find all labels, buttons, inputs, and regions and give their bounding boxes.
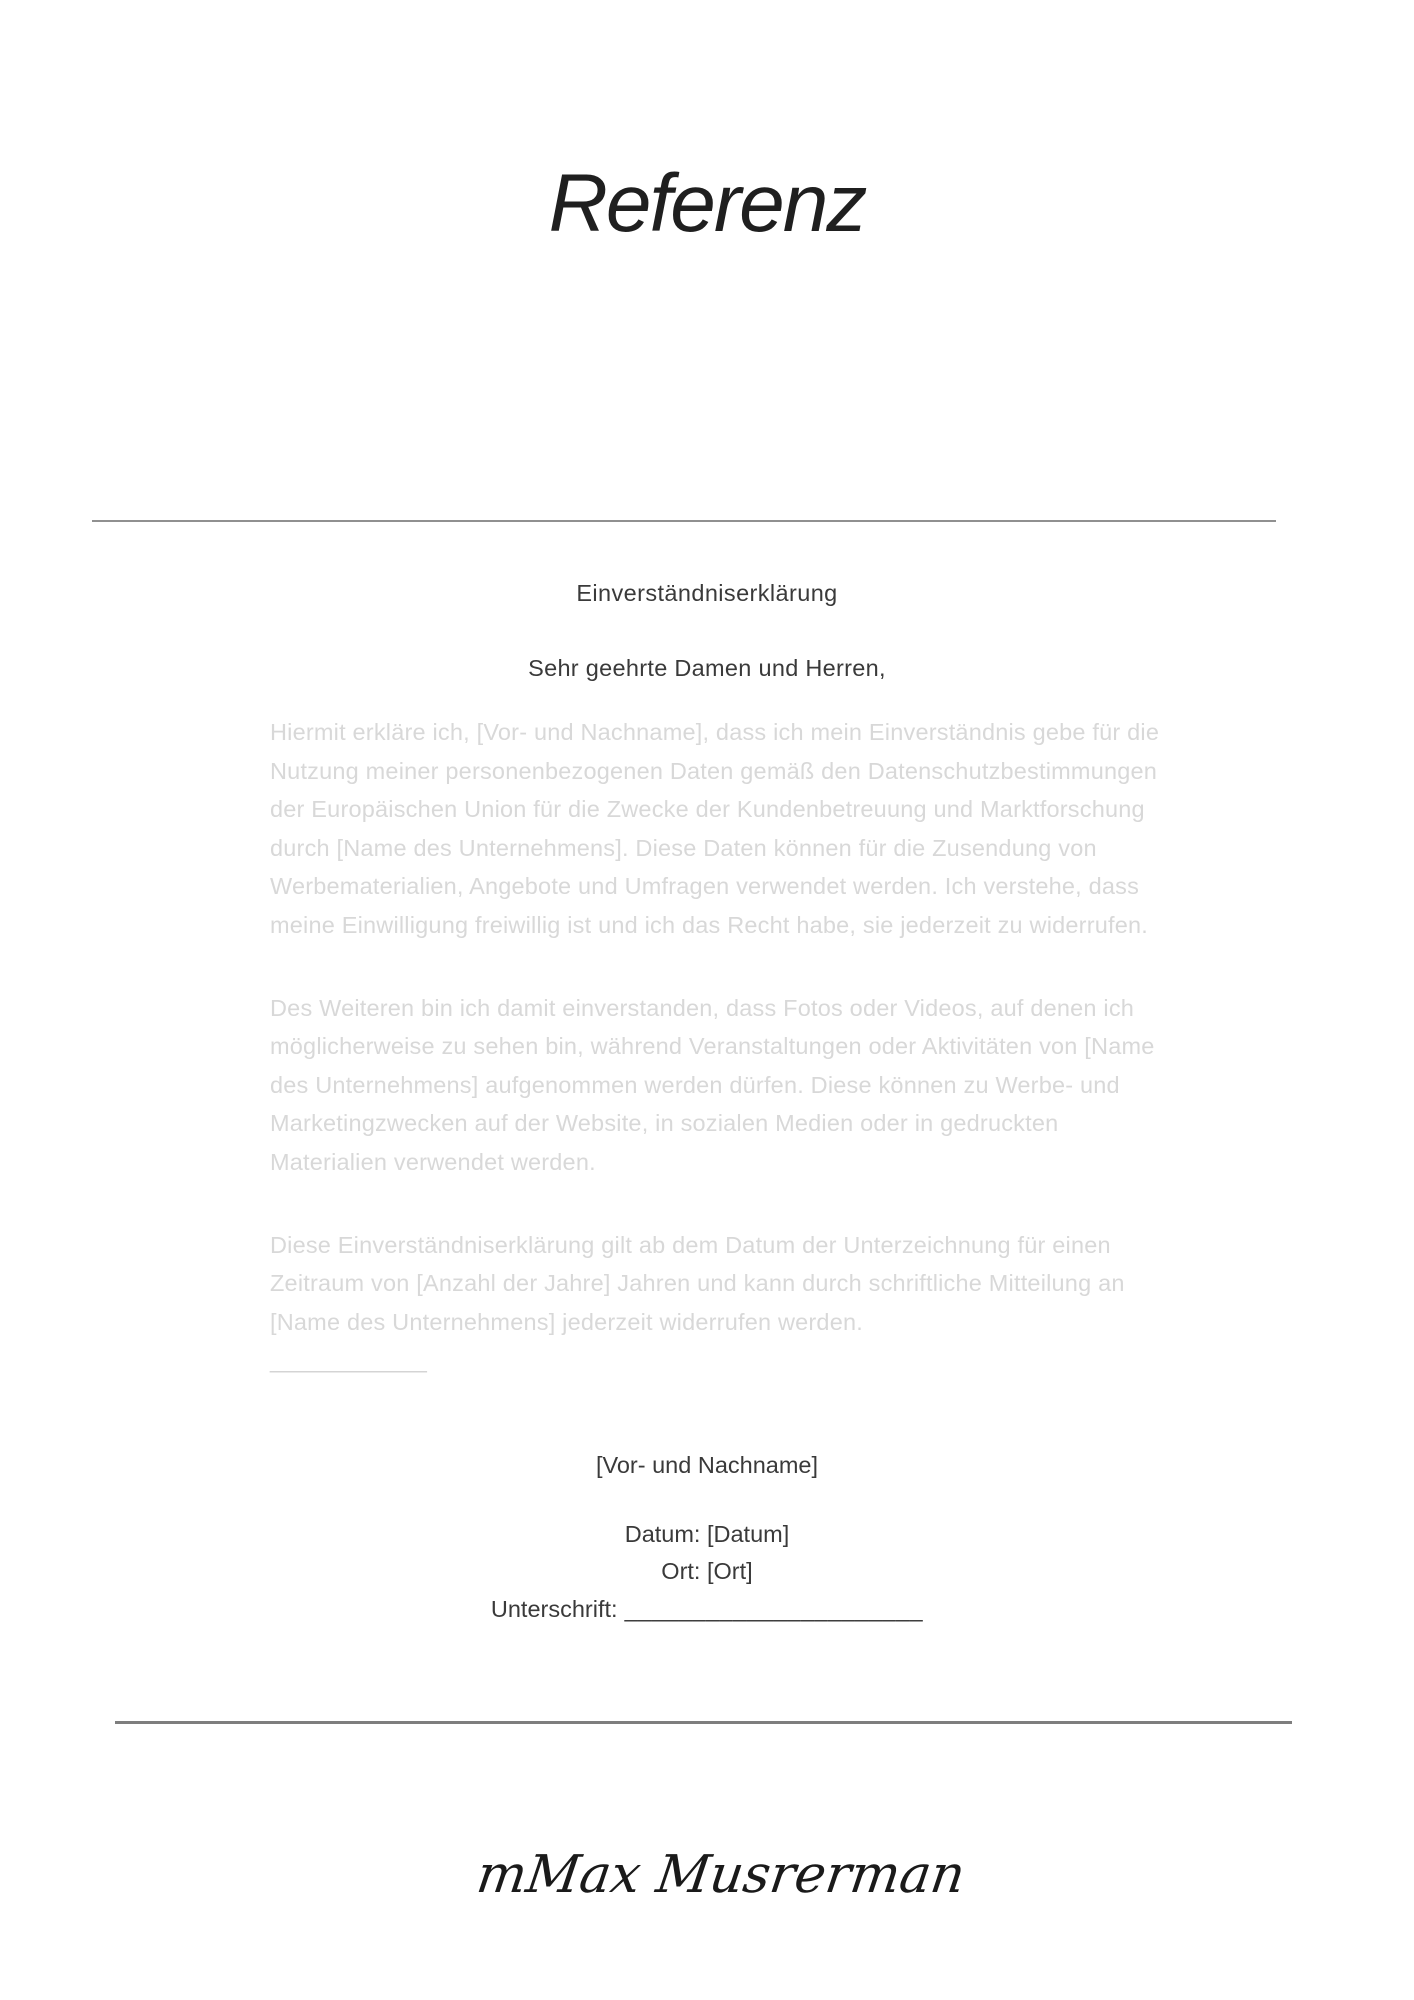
paragraph-line: Werbematerialien, Angebote und Umfragen verwendet werden. Ich verstehe, dass <box>270 873 1140 900</box>
paragraph-consent-data <box>270 713 1234 945</box>
page-title: Referenz <box>548 158 866 249</box>
paragraph-line: [Name des Unternehmens] jederzeit widerrufen werden. <box>270 1308 863 1335</box>
paragraph-line: möglicherweise zu sehen bin, während Veranstaltungen oder Aktivitäten von [Name <box>270 1033 1155 1060</box>
paragraph-line: des Unternehmens] aufgenommen werden dürfen. Diese können zu Werbe- und <box>270 1071 1120 1098</box>
paragraph-media-consent <box>270 989 1234 1182</box>
paragraph-line: Des Weiteren bin ich damit einverstanden, dass Fotos oder Videos, auf denen ich <box>270 994 1135 1021</box>
signature-label: Unterschrift: <box>490 1595 618 1622</box>
letter-heading: Einverständniserklärung <box>576 580 838 606</box>
handwritten-signature: mMax Musrerman <box>473 1845 969 1906</box>
paragraph-line: der Europäischen Union für die Zwecke der Kundenbetreuung und Marktforschung <box>270 796 1145 823</box>
paragraph-line: Hiermit erkläre ich, [Vor- und Nachname], dass ich mein Einverständnis gebe für die <box>270 719 1160 745</box>
paragraph-line: durch [Name des Unternehmens]. Diese Daten können für die Zusendung von <box>270 834 1097 861</box>
top-divider <box>92 520 1276 522</box>
name-placeholder: [Vor- und Nachname] <box>595 1451 819 1478</box>
salutation: Sehr geehrte Damen und Herren, <box>528 655 886 681</box>
paragraph-line: meine Einwilligung freiwillig ist und ich das Recht habe, sie jederzeit zu widerrufen. <box>270 911 1148 938</box>
signature-meta-block <box>0 1516 1414 1629</box>
letter-paragraphs <box>270 713 1234 1380</box>
place-line: Ort: [Ort] <box>661 1558 753 1585</box>
paragraph-line: Materialien verwendet werden. <box>270 1148 596 1175</box>
bottom-divider <box>115 1721 1292 1724</box>
signature-line <box>0 1591 1414 1629</box>
paragraph-line: Marketingzwecken auf der Website, in sozialen Medien oder in gedruckten <box>270 1110 1059 1137</box>
paragraph-line: Zeitraum von [Anzahl der Jahre] Jahren und kann durch schriftliche Mitteilung an <box>270 1270 1125 1297</box>
paragraph-line: Nutzung meiner personenbezogenen Daten gemäß den Datenschutzbestimmungen <box>270 757 1158 784</box>
date-line: Datum: [Datum] <box>624 1520 790 1547</box>
signature-blank-rule: ______________________ <box>624 1595 924 1622</box>
blank-fill-line: ____________ <box>270 1347 427 1374</box>
paragraph-line: Diese Einverständniserklärung gilt ab dem Datum der Unterzeichnung für einen <box>270 1231 1111 1258</box>
paragraph-validity <box>270 1226 1234 1342</box>
letter-body <box>0 574 1414 1628</box>
